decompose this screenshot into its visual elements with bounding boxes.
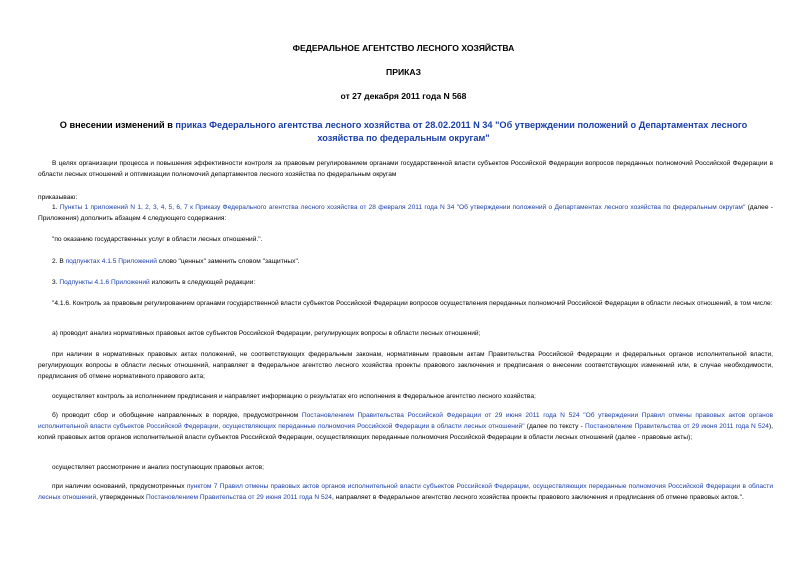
intro-text: В целях организации процесса и повышения эффективности контроля за правовым регулированием органами государственной власти субъектов Российской Федерации вопросов переданных полномочий Российской Федерации в области лесных отношений и оптимизации полномочий департаментов лесного хозяйства по федеральным округам — [38, 160, 773, 178]
p3-post: изложить в следующей редакции: — [149, 279, 256, 286]
pb-post: ), копий правовых актов органов исполнительной власти субъектов Российской Федерации, осуществляющих переданные полномочия Российской Федерации в области лесных отношений (далее - правовые акты); — [38, 423, 773, 441]
pb-link-1[interactable]: Постановлением Правительства Российской Федерации от 29 июня 2011 года N 524 "Об утверждении Правил отмены правовых актов органов исполнительной власти субъектов Российской Федерации, осуществляющих переданные полномочия Российской Федерации в области лесных отношений" — [38, 412, 773, 430]
p7-text: осуществляет рассмотрение и анализ поступающих правовых актов; — [52, 464, 264, 471]
paragraph-8 — [38, 481, 773, 503]
paragraph-2 — [38, 256, 773, 267]
p8-post: , направляет в Федеральное агентство лесного хозяйства проекты правового заключения и предписания об отмене правовых актов.". — [331, 494, 744, 501]
p8-link-2[interactable]: Постановлением Правительства от 29 июня 2011 года N 524 — [145, 494, 332, 501]
paragraph-5 — [38, 349, 773, 382]
title-prefix: О внесении изменений в — [59, 120, 176, 130]
order-word: приказываю: — [38, 194, 78, 201]
p2-link[interactable]: подпунктах 4.1.5 Приложений — [65, 258, 157, 265]
pb-mid: (далее по тексту - — [524, 423, 585, 430]
paragraph-7 — [38, 462, 773, 473]
pa-text: а) проводит анализ нормативных правовых актов субъектов Российской Федерации, регулирующих вопросы в области лесных отношений; — [52, 330, 481, 337]
quote-1-paragraph — [38, 234, 773, 245]
paragraph-b — [38, 410, 773, 443]
p6-text: осуществляет контроль за исполнением предписания и направляет информацию о результатах его исполнения в Федеральное агентство лесного хозяйства; — [52, 393, 536, 400]
p3-pre: 3. — [52, 279, 60, 286]
p2-pre: 2. В — [52, 258, 66, 265]
p5-text: при наличии в нормативных правовых актах положений, не соответствующих федеральным законам, нормативным правовым актам Правительства Российской Федерации и федеральных органов исполнительной власти, регулирующих вопросы в области лесных отношений, направляет в Федеральное агентство лесного хозяйства проекты правового заключения и предписания о внесении соответствующих изменений или, в случае необходимости, предписания об отмене нормативного правового акта; — [38, 351, 773, 380]
paragraph-6 — [38, 391, 773, 402]
paragraph-a — [38, 328, 773, 339]
p8-mid: , утвержденных — [96, 494, 146, 501]
p2-post: слово "ценных" заменить словом "защитных". — [156, 258, 300, 265]
pb-pre: б) проводит сбор и обобщение направленных в порядке, предусмотренном — [52, 412, 302, 419]
p3-link[interactable]: Подпункты 4.1.6 Приложений — [59, 279, 150, 286]
agency-heading: ФЕДЕРАЛЬНОЕ АГЕНТСТВО ЛЕСНОГО ХОЗЯЙСТВА — [292, 43, 515, 53]
pb-link-2[interactable]: Постановление Правительства от 29 июня 2011 года N 524 — [584, 423, 769, 430]
p4-text: "4.1.6. Контроль за правовым регулированием органами государственной власти субъектов Российской Федерации вопросов осуществления переданных полномочий Российской Федерации в области лесных отношений, в том числе: — [52, 300, 773, 307]
p8-link-1[interactable]: пунктом 7 Правил отмены правовых актов органов исполнительной власти субъектов Российской Федерации, осуществляющих переданные полномочия Российской Федерации в области лесных отношений — [38, 483, 773, 501]
paragraph-1 — [38, 202, 773, 224]
document-title — [50, 119, 757, 145]
title-link[interactable]: приказ Федерального агентства лесного хозяйства от 28.02.2011 N 34 "Об утверждении положений о Департаментах лесного хозяйства по федеральным округам" — [175, 120, 748, 143]
doc-type-heading: ПРИКАЗ — [386, 67, 421, 77]
date-number-heading: от 27 декабря 2011 года N 568 — [340, 91, 467, 101]
quote-1: "по оказанию государственных услуг в области лесных отношений.". — [52, 236, 263, 243]
intro-paragraph — [38, 158, 773, 180]
p1-num: 1. — [52, 204, 60, 211]
p1-text: (далее - Приложения) дополнить абзацем 4 следующего содержания: — [38, 204, 773, 222]
p1-link[interactable]: Пункты 1 приложений N 1, 2, 3, 4, 5, 6, 7 к Приказу Федерального агентства лесного хозяйства от 28 февраля 2011 года N 34 "Об утверждении положений о Департаментах лесного хозяйства по федеральным округам" — [59, 204, 746, 211]
paragraph-4 — [38, 298, 773, 309]
paragraph-3 — [38, 277, 773, 288]
p8-pre: при наличии оснований, предусмотренных — [52, 483, 187, 490]
